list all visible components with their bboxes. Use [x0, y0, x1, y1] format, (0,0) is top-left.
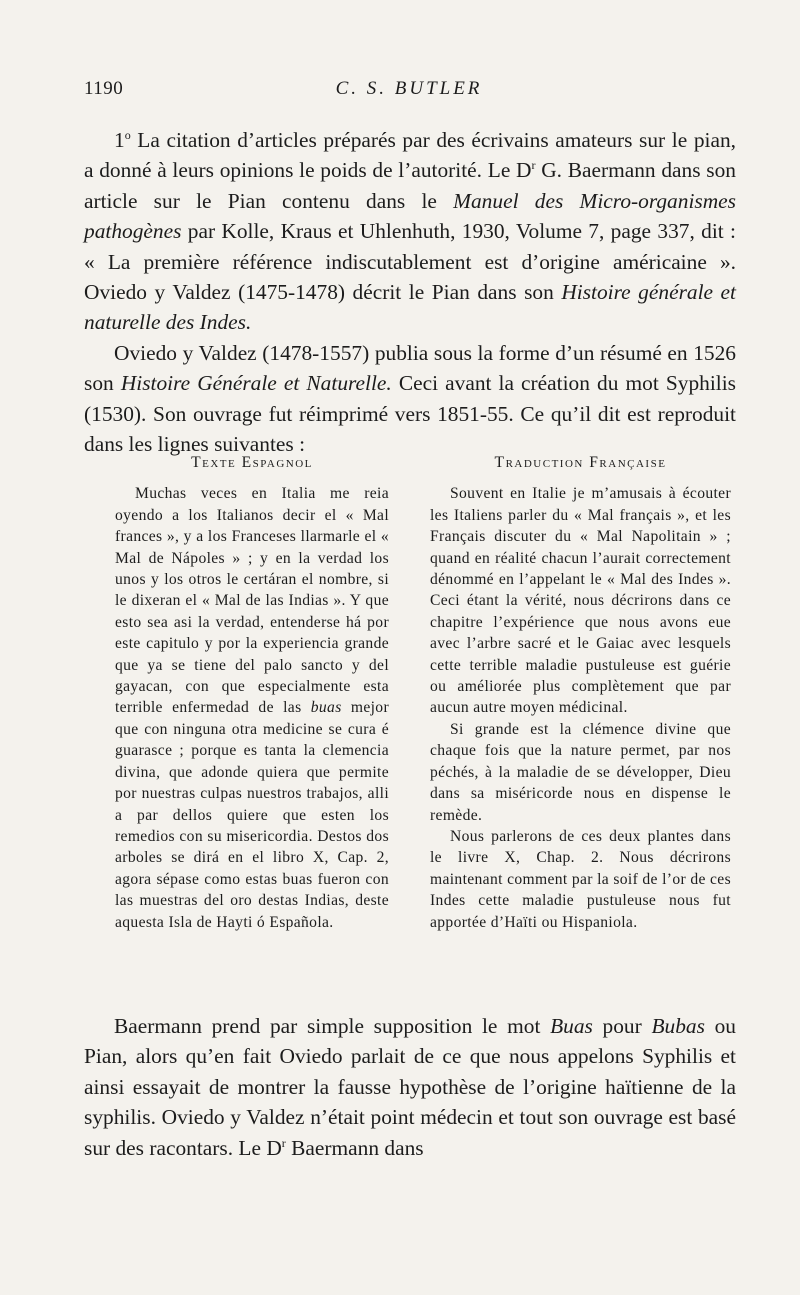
book-title: Histoire générale et naturelle des Indes.: [84, 280, 736, 335]
text-run: ou Pian, alors qu’en fait Oviedo parlait de ce que nous appelons Syphilis et ainsi essayait de montrer la fausse hypothèse de l’origine haïtienne de la syphilis. Oviedo y Valdez n’était point médecin et tout son ouvrage est basé sur des racontars. Le D: [84, 1014, 736, 1160]
text-run: Baermann prend par simple supposition le mot: [114, 1014, 551, 1038]
intro-paragraph-1: [84, 125, 736, 338]
running-title: C. S. BUTLER: [335, 78, 483, 99]
french-column: [430, 452, 731, 933]
page-number: 1190: [84, 78, 124, 99]
french-paragraph-3: Nous parlerons de ces deux plantes dans le livre X, Chap. 2. Nous décrirons maintenant comment par la soif de l’or de ces Indes cette maladie pustuleuse nous fut apportée d’Haïti ou Hispaniola.: [430, 827, 731, 931]
text-run: 1: [114, 128, 125, 152]
superscript: r: [531, 158, 536, 173]
french-heading: Traduction Française: [494, 454, 667, 471]
text-run: Oviedo y Valdez (1478-1557) publia sous la forme d’un résumé en 1526 son: [84, 340, 736, 396]
page-header: [84, 78, 734, 108]
text-run: G. Baermann dans son article sur le Pian contenu dans le: [84, 158, 736, 213]
spanish-paragraph: [115, 483, 389, 933]
intro-paragraph-2: [84, 338, 736, 460]
text-run: Baermann dans: [285, 1135, 424, 1160]
text-run: pour: [592, 1014, 652, 1038]
emphasis: buas: [310, 699, 342, 717]
intro-section: [84, 125, 736, 459]
spanish-column: [115, 452, 389, 933]
text-run: par Kolle, Kraus et Uhlenhuth, 1930, Volume 7, page 337, dit : « La première référence indiscutablement est d’origine américaine ». Oviedo y Valdez (1475-1478) décrit le Pian dans son: [84, 219, 736, 305]
book-title: Manuel des Micro-organismes pathogènes: [84, 188, 736, 244]
text-run: Ceci avant la création du mot Syphilis (1530). Son ouvrage fut réimprimé vers 1851-55. Ce qu’il dit est reproduit dans les lignes suivantes :: [84, 371, 736, 457]
emphasis: Buas: [550, 1014, 593, 1038]
closing-paragraph: [84, 1011, 736, 1163]
french-paragraph-2: Si grande est la clémence divine que chaque fois que la nature permet, par nos péchés, à la maladie de se développer, Dieu dans sa miséricorde nous en dispense le remède.: [430, 720, 731, 824]
text-run: La citation d’articles préparés par des écrivains amateurs sur le pian, a donné à leurs opinions le poids de l’autorité. Le D: [84, 128, 736, 183]
emphasis: Bubas: [651, 1014, 705, 1038]
closing-section: [84, 1011, 736, 1163]
spanish-heading: Texte Espagnol: [191, 454, 313, 471]
book-title: Histoire Générale et Naturelle.: [120, 371, 392, 396]
text-run: Muchas veces en Italia me reia oyendo a los Italianos decir el « Mal frances », y a los Franceses llarmarle el « Mal de Nápoles » ; y en la verdad los unos y los otros le certáran el nombre, si le dixeran el « Mal de las Indias ». Y que esto sea asi la verdad, entenderse há por este capitulo y por la experiencia grande que ya se tiene del palo sancto y del gayacan, con que especialmente esta terrible enfermedad de las: [115, 485, 389, 717]
superscript: o: [124, 127, 131, 142]
superscript: r: [281, 1135, 286, 1150]
french-paragraph-1: Souvent en Italie je m’amusais à écouter les Italiens parler du « Mal français », et les Français discuter du « Mal Napolitain » ; quand en réalité chacun l’aurait correctement dénommé en l’appelant le « Mal des Indes ». Ceci étant la vérité, nous décrirons dans ce chapitre l’expérience que nous avons eue avec l’arbre sacré et le Gaiac avec lesquels cette terrible maladie pustuleuse est guérie ou améliorée plus complètement que par aucun autre moyen médicinal.: [430, 485, 731, 717]
text-run: mejor que con ninguna otra medicine se cura é guarasce ; porque es tanta la clemencia divina, que adonde quiera que permite por nuestras culpas nuestros trabajos, alli a par dellos quiere que esten los remedios con su misericordia. Destos dos arboles se dirá en el libro X, Cap. 2, agora sépase como estas buas fueron con las muestras del oro destas Indias, deste aquesta Isla de Hayti ó Española.: [115, 699, 389, 931]
